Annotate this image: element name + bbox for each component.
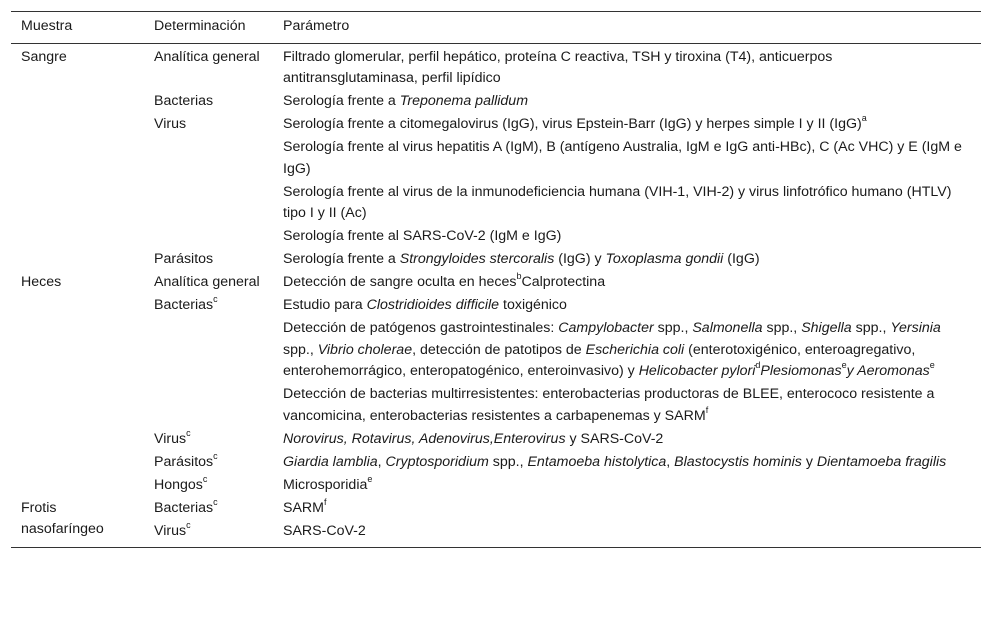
header-parametro: Parámetro xyxy=(283,18,350,34)
sample-heces: Heces xyxy=(21,274,62,290)
det-analitica: Analítica general xyxy=(154,274,260,290)
table-row xyxy=(11,137,981,182)
param-cell: Giardia lamblia, Cryptosporidium spp., Entamoeba histolytica, Blastocystis hominis y Dientamoeba fragilis xyxy=(283,453,947,470)
table-row xyxy=(11,91,981,114)
sample-sangre: Sangre xyxy=(21,48,67,65)
param-cell: Microsporidia$^e$ xyxy=(283,473,373,493)
parameters-table xyxy=(11,11,981,548)
table-container xyxy=(11,11,981,548)
param-cell: Detección de patógenos gastrointestinales: Campylobacter spp., Salmonella spp., Shigella spp., Yersinia spp., Vibrio cholerae, detección de patotipos de Escherichia coli (enterotoxigénico, enteroagregativo, enterohemorrágico, enteropatogénico, enteroinvasivo) y Helicobacter pylori$^d$Plesiomonas$^e$y Aeromonas$^e$ xyxy=(283,320,941,379)
param-cell: SARS-CoV-2 xyxy=(283,522,366,539)
table-row xyxy=(11,249,981,272)
det-virus: Virus$^c$ xyxy=(154,427,191,447)
param-cell: Serología frente al virus de la inmunodeficiencia humana (VIH-1, VIH-2) y virus linfotrófico humano (HTLV) tipo I y II (Ac) xyxy=(283,183,952,221)
table-row xyxy=(11,475,981,498)
det-parasitos: Parásitos xyxy=(154,251,214,267)
table-row xyxy=(11,384,981,429)
param-cell: Detección de sangre oculta en heces$^b$Calprotectina xyxy=(283,271,606,290)
table-row xyxy=(11,226,981,249)
table-row xyxy=(11,498,981,521)
param-cell: Serología frente al SARS-CoV-2 (IgM e IgG) xyxy=(283,228,562,244)
det-bacterias: Bacterias$^c$ xyxy=(154,294,218,313)
param-cell: Serología frente a Treponema pallidum xyxy=(283,93,529,109)
sample-frotis: Frotis nasofaríngeo xyxy=(21,499,104,537)
table-row xyxy=(11,43,981,91)
table-row xyxy=(11,182,981,227)
header-determinacion: Determinación xyxy=(154,18,246,34)
param-cell: Serología frente al virus hepatitis A (IgM), B (antígeno Australia, IgM e IgG anti-HBc), C (Ac VHC) y E (IgM e IgG) xyxy=(283,139,962,177)
param-cell: Detección de bacterias multirresistentes: enterobacterias productoras de BLEE, enterococo resistente a vancomicina, enterobacterias resistentes a carbapenemas y SARM$^f$ xyxy=(283,386,935,424)
det-virus: Virus xyxy=(154,116,187,132)
param-cell: Serología frente a Strongyloides stercoralis (IgG) y Toxoplasma gondii (IgG) xyxy=(283,251,760,267)
param-cell: Filtrado glomerular, perfil hepático, proteína C reactiva, TSH y tiroxina (T4), anticuerpos antitransglutaminasa, perfil lipídico xyxy=(283,48,833,86)
det-analitica: Analítica general xyxy=(154,48,260,65)
det-virus: Virus$^c$ xyxy=(154,519,191,539)
table-row xyxy=(11,318,981,384)
table-row xyxy=(11,295,981,318)
header-row xyxy=(11,12,981,44)
param-cell: SARM$^f$ xyxy=(283,496,327,516)
table-row xyxy=(11,452,981,475)
det-parasitos: Parásitos$^c$ xyxy=(154,450,218,470)
det-bacterias: Bacterias$^c$ xyxy=(154,496,218,516)
table-row xyxy=(11,272,981,295)
param-cell: Serología frente a citomegalovirus (IgG), virus Epstein-Barr (IgG) y herpes simple I y II (IgG)$^a$ xyxy=(283,113,867,132)
param-cell: Estudio para Clostridioides difficile toxigénico xyxy=(283,297,567,313)
table-row xyxy=(11,429,981,452)
table-row xyxy=(11,114,981,137)
det-bacterias: Bacterias xyxy=(154,93,214,109)
table-row xyxy=(11,521,981,548)
param-cell: Norovirus, Rotavirus, Adenovirus,Enterovirus y SARS-CoV-2 xyxy=(283,430,664,447)
header-muestra: Muestra xyxy=(21,18,73,34)
det-hongos: Hongos$^c$ xyxy=(154,473,208,493)
